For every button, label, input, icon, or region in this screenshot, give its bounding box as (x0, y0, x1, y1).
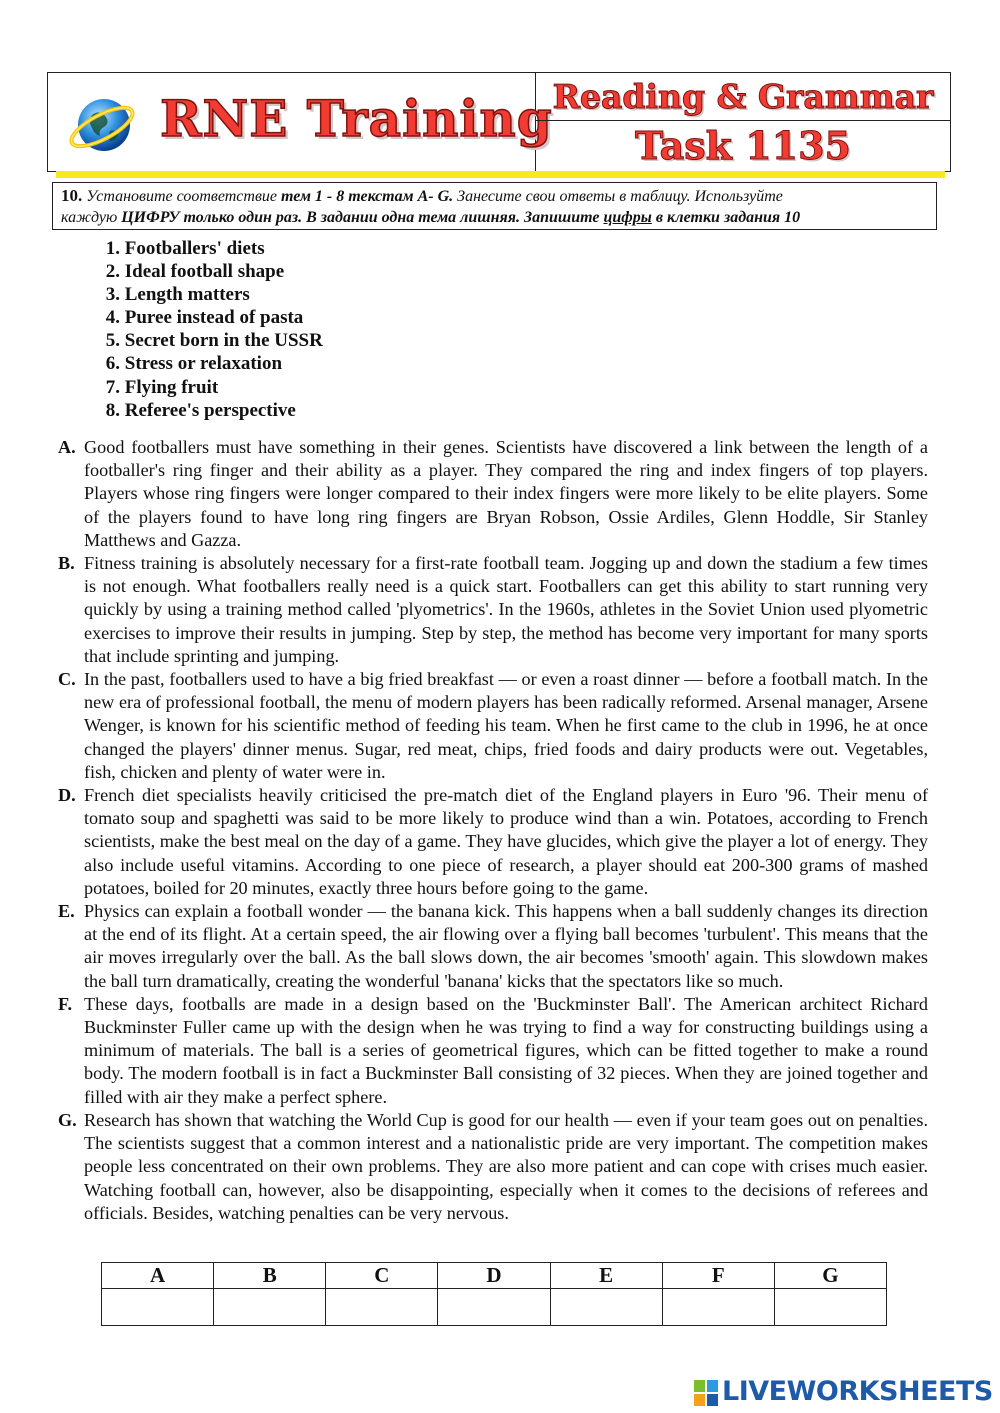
topic-number: 1. (105, 238, 120, 259)
answer-header-row (102, 1263, 887, 1289)
text-paragraph-c (58, 668, 928, 784)
reading-texts (58, 436, 928, 1225)
paragraph-body: These days, footballs are made in a design based on the 'Buckminster Ball'. The American architect Richard Buckminster Fuller came up with the design when he was trying to find a way for constructing buildings using a minimum of materials. The ball is a series of geometrical figures, which can be fitted together to make a round body. The modern football is in fact a Buckminster Ball consisting of 32 pieces. When they are joined together and filled with air they make a perfect sphere. (84, 993, 928, 1107)
instruction-text-2a: каждую (61, 209, 122, 226)
watermark-text: LIVEWORKSHEETS (722, 1376, 993, 1407)
text-paragraph-f (58, 993, 928, 1109)
paragraph-body: French diet specialists heavily criticised the pre-match diet of the England players in Euro '96. Their menu of tomato soup and spaghetti was said to be more likely to produce wind than a win. Potatoes, according to French scientists, make the best meal on the day of a game. They have glucides, which give the player a lot of energy. They also include useful vitamins. According to one piece of research, a player should eat 200-300 grams of mashed potatoes, boiled for 20 minutes, exactly three hours before going to the game. (84, 785, 928, 898)
answer-cell-a[interactable] (102, 1289, 214, 1326)
answer-cell-d[interactable] (438, 1289, 550, 1326)
paragraph-body: Good footballers must have something in their genes. Scientists have discovered a link between the length of a footballer's ring finger and their ability as a player. They compared the ring and index fingers of top players. Players whose ring fingers were longer compared to their index fingers were more likely to be elite players. Some of the players found to have long ring fingers are Bryan Robson, Ossie Ardiles, Glenn Hoddle, Sir Stanley Matthews and Gazza. (84, 437, 928, 550)
instruction-box (52, 182, 937, 230)
topic-item (84, 283, 323, 306)
answer-cell-c[interactable] (326, 1289, 438, 1326)
task-number-cell (536, 121, 950, 171)
paragraph-body: Physics can explain a football wonder — the banana kick. This happens when a ball suddenly changes its direction at the end of its flight. At a certain speed, the air flowing over a flying ball becomes 'turbulent'. This means that the air moves irregularly over the ball. As the ball slows down, the air becomes 'smooth' again. This slowdown makes the ball turn dramatically, creating the wonderful 'banana' kicks that the spectators like so much. (84, 901, 928, 991)
topic-item (84, 399, 323, 422)
text-paragraph-g (58, 1109, 928, 1225)
answer-cell-f[interactable] (662, 1289, 774, 1326)
paragraph-body: Research has shown that watching the World Cup is good for our health — even if your team goes out on penalties. The scientists suggest that a common interest and a nationalistic pride are very important. The competition makes people less concentrated on their own problems. They are also more patient and can cope with crises much easier. Watching football can, however, also be disappointing, especially when it comes to the decisions of referees and officials. Besides, watching penalties can be very nervous. (84, 1109, 928, 1223)
paragraph-body: Fitness training is absolutely necessary for a first-rate football team. Jogging up and down the stadium a few times is not enough. What footballers really need is a quick start. Footballers can get this ability to start running very quickly by using a training method called 'plyometrics'. In the 1960s, athletes in the Soviet Union used plyometric exercises to improve their results in jumping. Step by step, the method has become very important for many sports that include sprinting and jumping. (84, 553, 928, 666)
answer-cell-b[interactable] (214, 1289, 326, 1326)
answer-header-cell: C (326, 1263, 438, 1289)
topic-item (84, 376, 323, 399)
answer-header-cell: D (438, 1263, 550, 1289)
instruction-text-2c: только один раз. В задании одна тема лишняя. Запишите (179, 209, 604, 226)
topic-title: Stress or relaxation (124, 353, 283, 375)
task-item-number: 10. (61, 186, 83, 205)
topic-number: 3. (105, 284, 120, 306)
answer-header-cell: G (774, 1263, 886, 1289)
paragraph-letter: E. (58, 901, 75, 922)
paragraph-letter: D. (58, 785, 76, 806)
topic-title: Puree instead of pasta (124, 307, 304, 329)
brand-cell (48, 73, 553, 171)
instruction-text-2d: цифры (603, 209, 652, 226)
text-paragraph-a (58, 436, 928, 552)
answer-cell-g[interactable] (774, 1289, 886, 1326)
answer-header-cell: B (214, 1263, 326, 1289)
topic-number: 5. (105, 330, 120, 352)
task-number: Task 1135 (635, 123, 851, 168)
answer-header-cell: A (102, 1263, 214, 1289)
text-paragraph-d (58, 784, 928, 900)
answer-header-cell: F (662, 1263, 774, 1289)
paragraph-letter: A. (58, 437, 76, 457)
topic-title: Secret born in the USSR (124, 330, 323, 352)
answer-input-row (102, 1289, 887, 1326)
text-paragraph-e (58, 900, 928, 993)
topic-item (84, 237, 323, 260)
topic-title: Flying fruit (124, 376, 219, 398)
instruction-text-2b: ЦИФРУ (121, 209, 180, 226)
topic-title: Referee's perspective (124, 399, 296, 421)
instruction-text-1c: Занесите свои ответы в таблицу. Используйте (453, 188, 783, 205)
topic-number: 4. (105, 307, 120, 329)
answer-cell-e[interactable] (550, 1289, 662, 1326)
paragraph-letter: G. (58, 1109, 77, 1130)
topic-title: Footballers' diets (124, 238, 265, 259)
topic-number: 7. (105, 376, 120, 398)
header-underline (56, 171, 945, 178)
section-title: Reading & Grammar (552, 77, 934, 116)
task-cell (536, 73, 950, 171)
paragraph-body: In the past, footballers used to have a big fried breakfast — or even a roast dinner — before a football match. In the new era of professional football, the menu of modern players has been radically reformed. Arsenal manager, Arsene Wenger, is known for his scientific method of feeding his team. When he first came to the club in 1996, he at once changed the players' dinner menus. Sugar, red meat, chips, fried foods and dairy products were out. Vegetables, fish, chicken and plenty of water were in. (84, 669, 928, 782)
topic-number: 6. (105, 353, 120, 375)
topic-item (84, 306, 323, 329)
answer-header-cell: E (550, 1263, 662, 1289)
paragraph-letter: C. (58, 669, 76, 690)
globe-logo-icon (66, 87, 138, 159)
topic-item (84, 260, 323, 283)
answer-table (101, 1262, 887, 1326)
worksheet-header (47, 72, 951, 172)
liveworksheets-logo-icon (694, 1380, 718, 1406)
instruction-text-1b: тем 1 - 8 текстам A- G. (281, 188, 454, 205)
paragraph-letter: F. (58, 993, 72, 1014)
topic-number: 2. (105, 261, 120, 283)
brand-name: RNE Training (160, 89, 553, 148)
topic-title: Length matters (124, 284, 250, 306)
text-paragraph-b (58, 552, 928, 668)
topic-item (84, 352, 323, 375)
instruction-text-1a: Установите соответствие (86, 188, 282, 205)
topic-title: Ideal football shape (124, 261, 285, 283)
topics-list (84, 237, 323, 422)
paragraph-letter: B. (58, 553, 75, 574)
topic-item (84, 329, 323, 352)
instruction-text-2e: в клетки задания 10 (651, 209, 801, 226)
topic-number: 8. (105, 399, 120, 421)
section-title-cell (536, 73, 950, 121)
